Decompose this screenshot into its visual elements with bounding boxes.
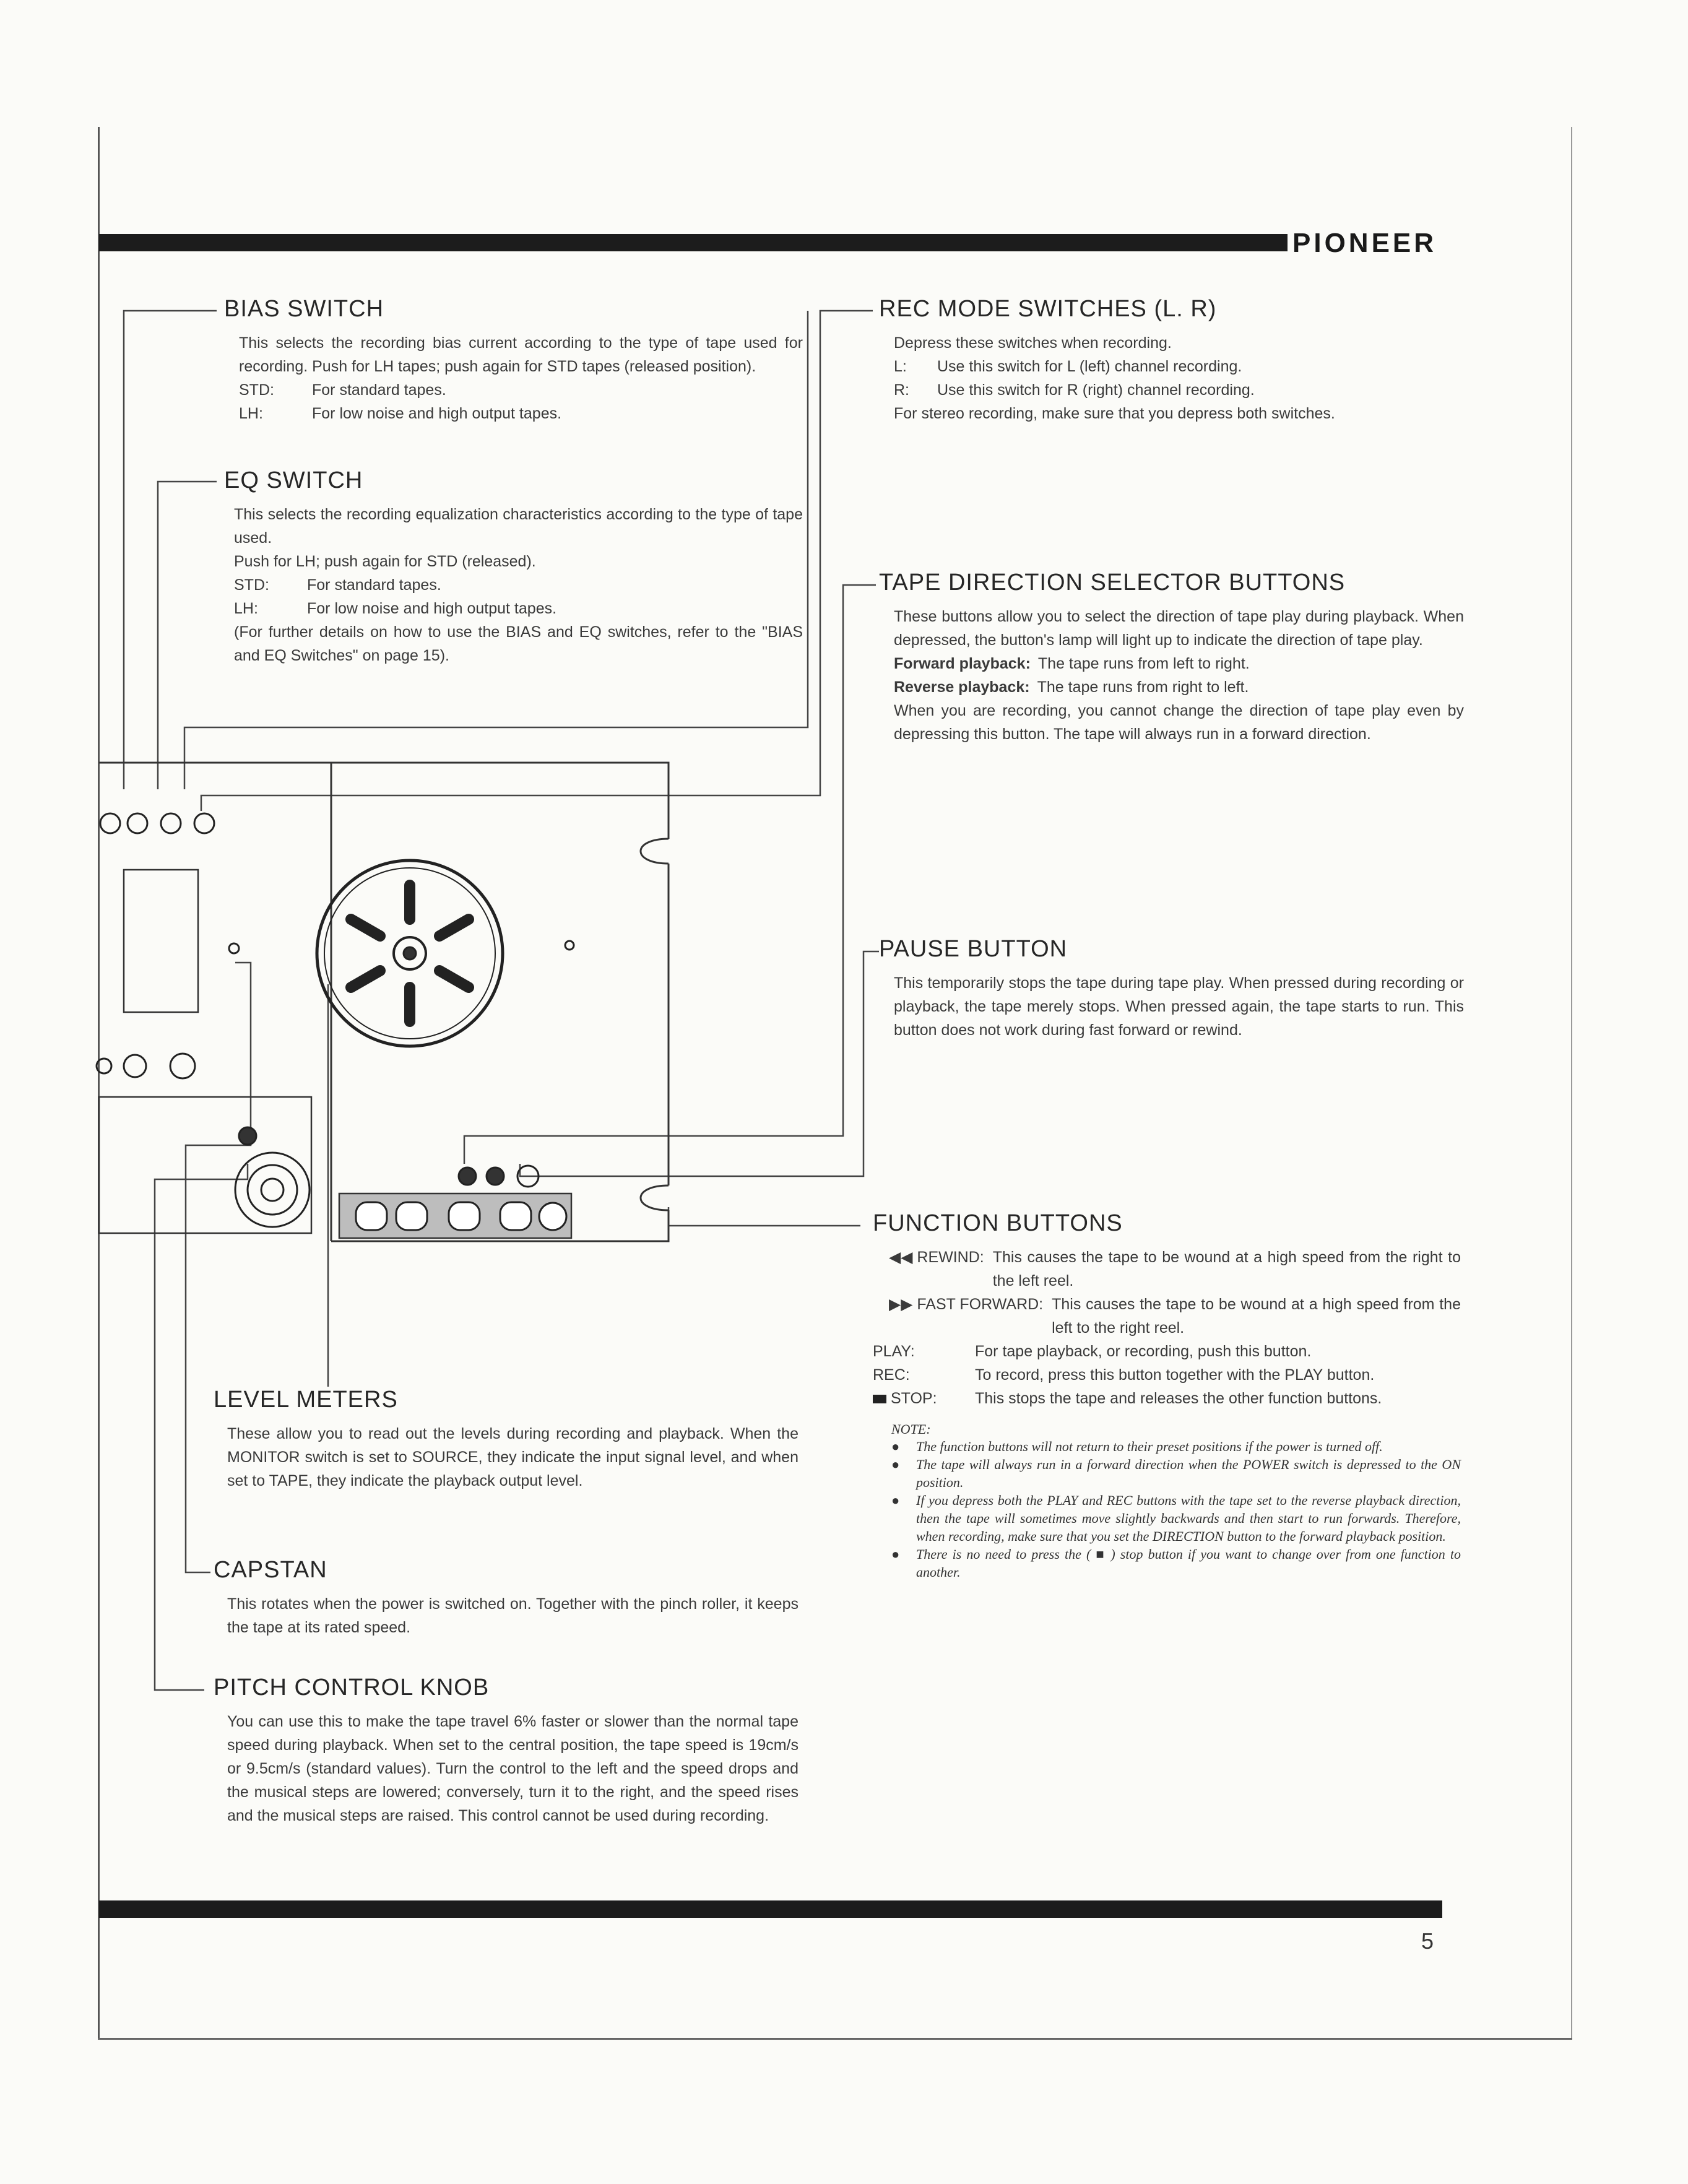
bullet-icon: ●	[891, 1493, 900, 1508]
eq-std-row: STD: For standard tapes.	[234, 576, 441, 594]
pitch-control-section	[214, 1675, 799, 1827]
pitch-control-title: PITCH CONTROL KNOB	[214, 1675, 490, 1701]
eq-switch-extra: (For further details on how to use the BIAS and EQ switches, refer to the "BIAS and EQ Switches" on page 15).	[234, 623, 803, 664]
bias-switch-title: BIAS SWITCH	[224, 296, 384, 322]
function-rec-row: REC: To record, press this button together with the PLAY button.	[873, 1366, 1375, 1384]
bullet-icon: ●	[891, 1546, 900, 1562]
bias-switch-body: This selects the recording bias current according to the type of tape used for recording. Push for LH tapes; push again for STD tapes (released position).	[239, 334, 803, 375]
page-number: 5	[1421, 1928, 1434, 1954]
pitch-control-body: You can use this to make the tape travel 6% faster or slower than the normal tape speed during playback. When set to the central position, the tape speed is 19cm/s or 9.5cm/s (standard values). Turn the control to the left and the speed drops and the musical steps are lowered; conversely, turn it to the right, and the speed rises and the musical steps are raised. This control cannot be used during recording.	[227, 1713, 799, 1824]
level-meters-title: LEVEL METERS	[214, 1387, 398, 1413]
deck-panel	[99, 763, 669, 1241]
eq-switch-push: Push for LH; push again for STD (released).	[234, 553, 536, 570]
note-item: ● If you depress both the PLAY and REC buttons with the tape set to the reverse playback direction, then the tape will sometimes move slightly backwards and then start to run forwards. Therefore, when recording, make sure that you set the DIRECTION button to the forward playback position.	[891, 1493, 1461, 1544]
function-buttons-section	[873, 1210, 1461, 1581]
eq-switch-title: EQ SWITCH	[224, 467, 363, 493]
capstan-title: CAPSTAN	[214, 1557, 327, 1583]
pause-button-title: PAUSE BUTTON	[879, 936, 1068, 962]
bullet-icon: ●	[891, 1439, 900, 1454]
tape-direction-outro: When you are recording, you cannot change the direction of tape play even by depressing this button. The tape will always run in a forward direction.	[894, 702, 1464, 743]
reverse-playback-row: Reverse playback: The tape runs from right to left.	[894, 678, 1249, 696]
pioneer-logo: PIONEER	[1292, 228, 1437, 258]
tape-direction-section	[879, 570, 1464, 746]
rec-mode-l-row: L: Use this switch for L (left) channel recording.	[894, 358, 1242, 375]
function-stop-row: STOP: This stops the tape and releases the other function buttons.	[873, 1387, 1461, 1410]
tape-reel	[317, 860, 503, 1046]
pause-button-body: This temporarily stops the tape during tape play. When pressed during recording or playback, the tape merely stops. When pressed again, the tape starts to run. This button does not work during fast forward or rewind.	[894, 974, 1464, 1039]
notes-list	[873, 1437, 1461, 1581]
function-buttons-title: FUNCTION BUTTONS	[873, 1210, 1123, 1236]
function-fast-forward-row: ▶▶ FAST FORWARD: This causes the tape to be wound at a high speed from the left to the right reel.	[889, 1296, 1461, 1337]
eq-switch-section	[224, 467, 803, 667]
capstan-wheel	[235, 1127, 309, 1227]
note-item: ● The function buttons will not return to their preset positions if the power is turned off.	[891, 1439, 1383, 1454]
rec-mode-r-row: R: Use this switch for R (right) channel recording.	[894, 381, 1255, 399]
eq-lh-row: LH: For low noise and high output tapes.	[234, 600, 557, 617]
bullet-icon: ●	[891, 1457, 900, 1472]
stop-square-icon	[873, 1395, 886, 1403]
note-label: NOTE:	[891, 1421, 931, 1437]
level-meters-body: These allow you to read out the levels during recording and playback. When the MONITOR switch is set to SOURCE, they indicate the input signal level, and when set to TAPE, they indicate the playback output level.	[227, 1425, 799, 1489]
rec-mode-section	[879, 296, 1461, 425]
eq-switch-body: This selects the recording equalization characteristics according to the type of tape used.	[234, 506, 803, 547]
rec-mode-title: REC MODE SWITCHES (L. R)	[879, 296, 1217, 322]
function-rewind-row: ◀◀ REWIND: This causes the tape to be wound at a high speed from the right to the left reel.	[889, 1249, 1461, 1289]
function-play-row: PLAY: For tape playback, or recording, push this button.	[873, 1343, 1312, 1360]
bias-switch-section	[224, 296, 803, 425]
tape-direction-body: These buttons allow you to select the direction of tape play during playback. When depressed, the button's lamp will light up to indicate the direction of tape play.	[894, 608, 1464, 649]
pause-button-section	[879, 936, 1464, 1042]
capstan-section	[214, 1557, 799, 1639]
callout-lines-right	[201, 311, 879, 1226]
forward-playback-row: Forward playback: The tape runs from left to right.	[894, 655, 1250, 672]
capstan-body: This rotates when the power is switched on. Together with the pinch roller, it keeps the tape at its rated speed.	[227, 1595, 799, 1636]
rec-mode-outro: For stereo recording, make sure that you depress both switches.	[894, 405, 1335, 422]
bias-lh-row: LH: For low noise and high output tapes.	[239, 405, 562, 422]
tape-direction-title: TAPE DIRECTION SELECTOR BUTTONS	[879, 570, 1346, 596]
note-item: ● There is no need to press the ( ■ ) stop button if you want to change over from one function to another.	[891, 1546, 1461, 1580]
level-meters-section	[214, 1387, 799, 1493]
bias-std-row: STD: For standard tapes.	[239, 381, 446, 399]
rec-mode-intro: Depress these switches when recording.	[894, 334, 1172, 352]
note-item: ● The tape will always run in a forward direction when the POWER switch is depressed to the ON position.	[891, 1457, 1461, 1490]
